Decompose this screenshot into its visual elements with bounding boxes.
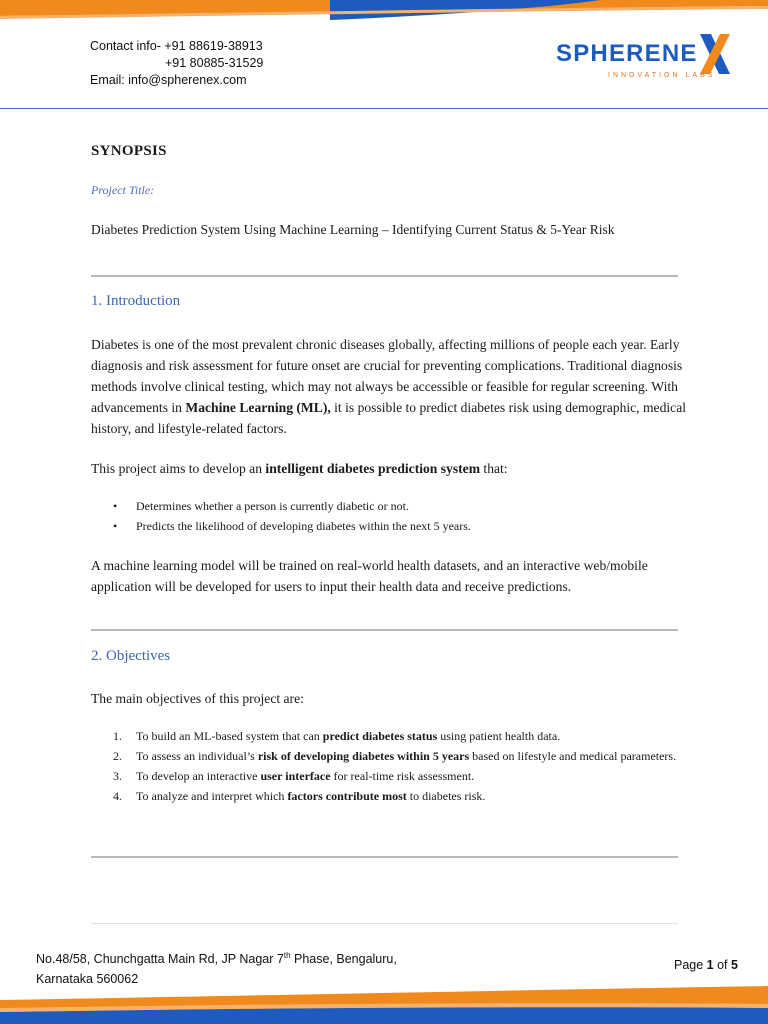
objectives-intro: The main objectives of this project are:	[91, 691, 304, 706]
address-line-1	[36, 946, 397, 969]
list-item-text: Determines whether a person is currently diabetic or not.	[136, 499, 409, 513]
contact-email: Email: info@spherenex.com	[90, 73, 247, 87]
address-text: No.48/58, Chunchgatta Main Rd, JP Nagar 7	[36, 952, 284, 967]
list-item-emphasis: factors contribute most	[287, 789, 407, 803]
footer-address	[36, 946, 397, 989]
footer-divider	[91, 923, 678, 924]
list-item-text: To assess an individual’s	[136, 749, 258, 763]
list-item	[91, 726, 691, 746]
list-item-text: to diabetes risk.	[406, 789, 486, 803]
objectives-list	[91, 726, 691, 806]
section-divider	[91, 629, 678, 631]
list-item-text: To analyze and interpret which	[136, 789, 288, 803]
intro-text: it is possible to predict diabetes risk using demographic, medical history, and lifestyle-related factors.	[91, 400, 686, 436]
page-label: of	[713, 958, 731, 972]
list-item	[91, 766, 691, 786]
address-line-2: Karnataka 560062	[36, 972, 139, 987]
list-item-text: To develop an interactive	[136, 769, 261, 783]
logo-x-icon	[698, 32, 732, 76]
company-logo	[556, 32, 732, 84]
list-item-emphasis: predict diabetes status	[322, 729, 438, 743]
header-band-graphic	[0, 0, 768, 26]
project-title: Diabetes Prediction System Using Machine Learning – Identifying Current Status & 5-Year Risk	[91, 222, 615, 237]
intro-text: This project aims to develop an	[91, 461, 266, 476]
section-divider	[91, 275, 678, 277]
project-title-label: Project Title:	[91, 183, 155, 197]
contact-block	[90, 38, 263, 89]
list-item	[91, 496, 691, 516]
page-label: Page	[674, 958, 707, 972]
introduction-paragraph-3: A machine learning model will be trained on real-world health datasets, and an interactive web/mobile application will be developed for users to input their health data and receive predictions.	[91, 558, 648, 594]
list-item	[91, 516, 691, 536]
list-number: 2.	[113, 749, 122, 763]
section-divider	[91, 856, 678, 858]
address-superscript: th	[283, 951, 291, 960]
logo-wordmark: SPHERENE	[556, 40, 698, 67]
intro-text: that:	[480, 461, 508, 476]
bullet-marker: •	[113, 519, 118, 533]
list-number: 3.	[113, 769, 122, 783]
header-divider	[0, 108, 768, 109]
intro-emphasis: intelligent diabetes prediction system	[265, 461, 481, 476]
introduction-paragraph-2	[91, 458, 691, 479]
list-item-emphasis: user interface	[260, 769, 331, 783]
contact-phone-1: Contact info- +91 88619-38913	[90, 39, 263, 53]
header-band	[0, 0, 768, 26]
list-item-text: To build an ML-based system that can	[136, 729, 323, 743]
list-item-text: for real-time risk assessment.	[330, 769, 475, 783]
bullet-marker: •	[113, 499, 118, 513]
page-current: 1	[706, 958, 714, 972]
synopsis-heading: SYNOPSIS	[91, 143, 167, 159]
list-item-text: using patient health data.	[437, 729, 561, 743]
footer-band	[0, 984, 768, 1024]
list-number: 4.	[113, 789, 122, 803]
list-item-text: Predicts the likelihood of developing diabetes within the next 5 years.	[136, 519, 471, 533]
introduction-heading: 1. Introduction	[91, 293, 181, 309]
contact-phone-2: +91 80885-31529	[165, 56, 264, 70]
list-item-emphasis: risk of developing diabetes within 5 years	[257, 749, 470, 763]
introduction-bullet-list	[91, 496, 691, 536]
page-total: 5	[731, 958, 738, 972]
list-item	[91, 746, 691, 766]
address-text: Phase, Bengaluru,	[290, 952, 397, 967]
intro-emphasis: Machine Learning (ML),	[185, 400, 331, 415]
list-item-text: based on lifestyle and medical parameters.	[469, 749, 677, 763]
page-number	[674, 958, 738, 972]
objectives-heading: 2. Objectives	[91, 648, 171, 664]
footer-band-graphic	[0, 984, 768, 1024]
list-item	[91, 786, 691, 806]
logo-tagline: INNOVATION LABS	[608, 72, 716, 79]
introduction-paragraph-1	[91, 334, 691, 439]
list-number: 1.	[113, 729, 122, 743]
intro-text: Diabetes is one of the most prevalent chronic diseases globally, affecting millions of people each year. Early diagnosis and risk assessment for future onset are crucial for preventing complications. Traditional diagnosis methods involve clinical testing, which may not always be accessible or feasible for regular screening. With advancements in	[91, 337, 683, 415]
